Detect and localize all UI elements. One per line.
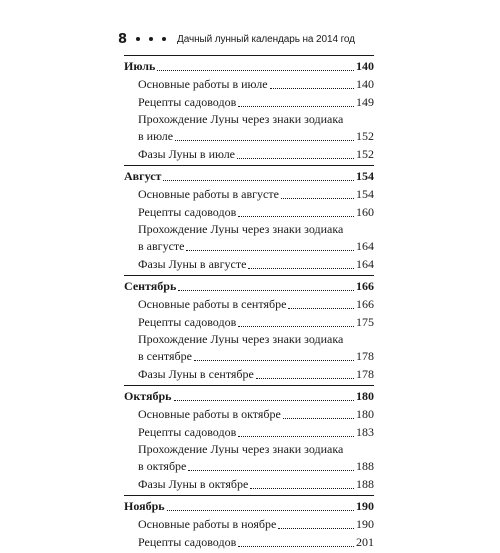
entry-page: 188 [356,477,374,491]
toc-entry[interactable] [124,533,374,551]
toc-entry[interactable] [124,75,374,93]
toc-entry[interactable] [124,313,374,331]
entry-page: 164 [356,257,374,271]
toc-section-heading[interactable] [124,387,374,405]
dot-leader [238,106,354,107]
dot-leader [256,378,354,379]
toc-entry[interactable] [124,93,374,111]
table-of-contents [124,55,374,553]
toc-section [124,495,374,553]
entry-title: Рецепты садоводов [138,95,237,109]
section-page: 190 [356,499,374,513]
entry-title-line: в июле [138,129,174,143]
dot-leader [278,528,354,529]
entry-title: Основные работы в ноябре [138,517,277,531]
toc-section-heading[interactable] [124,497,374,515]
book-title: Дачный лунный календарь на 2014 год [177,33,355,45]
entry-title-line: Прохождение Луны через знаки зодиака [138,442,344,456]
entry-title: Основные работы в октябре [138,407,281,421]
entry-page: 164 [356,239,374,253]
entry-title-line: в сентябре [138,349,192,363]
toc-entry[interactable] [124,221,374,255]
section-title: Июль [124,59,156,73]
entry-page: 188 [356,459,374,473]
entry-page: 183 [356,425,374,439]
entry-title: Рецепты садоводов [138,205,237,219]
entry-page: 190 [356,517,374,531]
dot-leader [178,290,354,291]
toc-entry[interactable] [124,515,374,533]
dot-leader [248,268,354,269]
toc-entry[interactable] [124,441,374,475]
toc-entry[interactable] [124,331,374,365]
entry-title: Фазы Луны в сентябре [138,367,254,381]
toc-section [124,55,374,165]
dot-leader [174,400,355,401]
section-title: Август [124,169,162,183]
dot-leader [188,470,354,471]
section-page: 166 [356,279,374,293]
section-page: 140 [356,59,374,73]
entry-title: Основные работы в августе [138,187,279,201]
entry-page: 154 [356,187,374,201]
section-title: Октябрь [124,389,172,403]
dot-leader [238,216,354,217]
entry-title: Фазы Луны в июле [138,147,236,161]
toc-section-heading[interactable] [124,57,374,75]
section-title: Ноябрь [124,499,165,513]
entry-title: Фазы Луны в августе [138,257,247,271]
toc-section [124,165,374,275]
toc-entry[interactable] [124,295,374,313]
entry-page: 152 [356,129,374,143]
toc-entry[interactable] [124,423,374,441]
entry-page: 175 [356,315,374,329]
entry-page: 152 [356,147,374,161]
toc-section [124,275,374,385]
toc-entry[interactable] [124,145,374,163]
entry-title-line: Прохождение Луны через знаки зодиака [138,222,344,236]
entry-title: Фазы Луны в октябре [138,477,249,491]
dot-leader [288,308,354,309]
toc-entry[interactable] [124,365,374,383]
ornament-dots [136,37,166,41]
entry-page: 149 [356,95,374,109]
dot-leader [270,88,354,89]
entry-title: Основные работы в сентябре [138,297,287,311]
entry-title: Рецепты садоводов [138,535,237,549]
entry-title-line: Прохождение Луны через знаки зодиака [138,112,344,126]
running-head [118,29,378,49]
entry-title: Рецепты садоводов [138,425,237,439]
entry-title-line: Прохождение Луны через знаки зодиака [138,332,344,346]
entry-page: 166 [356,297,374,311]
dot-leader [194,360,354,361]
entry-page: 201 [356,535,374,549]
dot-leader [250,488,354,489]
section-page: 180 [356,389,374,403]
toc-entry[interactable] [124,255,374,273]
toc-section-heading[interactable] [124,167,374,185]
toc-entry[interactable] [124,203,374,221]
section-page: 154 [356,169,374,183]
entry-title: Основные работы в июле [138,77,268,91]
entry-title: Рецепты садоводов [138,315,237,329]
entry-title-line: в августе [138,239,185,253]
dot-leader [238,546,354,547]
toc-entry[interactable] [124,111,374,145]
entry-page: 160 [356,205,374,219]
dot-leader [238,436,354,437]
toc-entry[interactable] [124,185,374,203]
dot-leader [237,158,354,159]
dot-leader [157,70,354,71]
page-number: 8 [118,31,128,47]
dot-leader [283,418,354,419]
entry-page: 140 [356,77,374,91]
dot-leader [167,510,354,511]
toc-entry[interactable] [124,405,374,423]
toc-entry[interactable] [124,475,374,493]
toc-section-heading[interactable] [124,277,374,295]
toc-section [124,385,374,495]
entry-page: 178 [356,367,374,381]
dot-leader [281,198,354,199]
section-title: Сентябрь [124,279,177,293]
dot-leader [238,326,354,327]
entry-page: 180 [356,407,374,421]
dot-leader [186,250,354,251]
dot-leader [175,140,354,141]
entry-page: 178 [356,349,374,363]
entry-title-line: в октябре [138,459,187,473]
dot-leader [163,180,354,181]
